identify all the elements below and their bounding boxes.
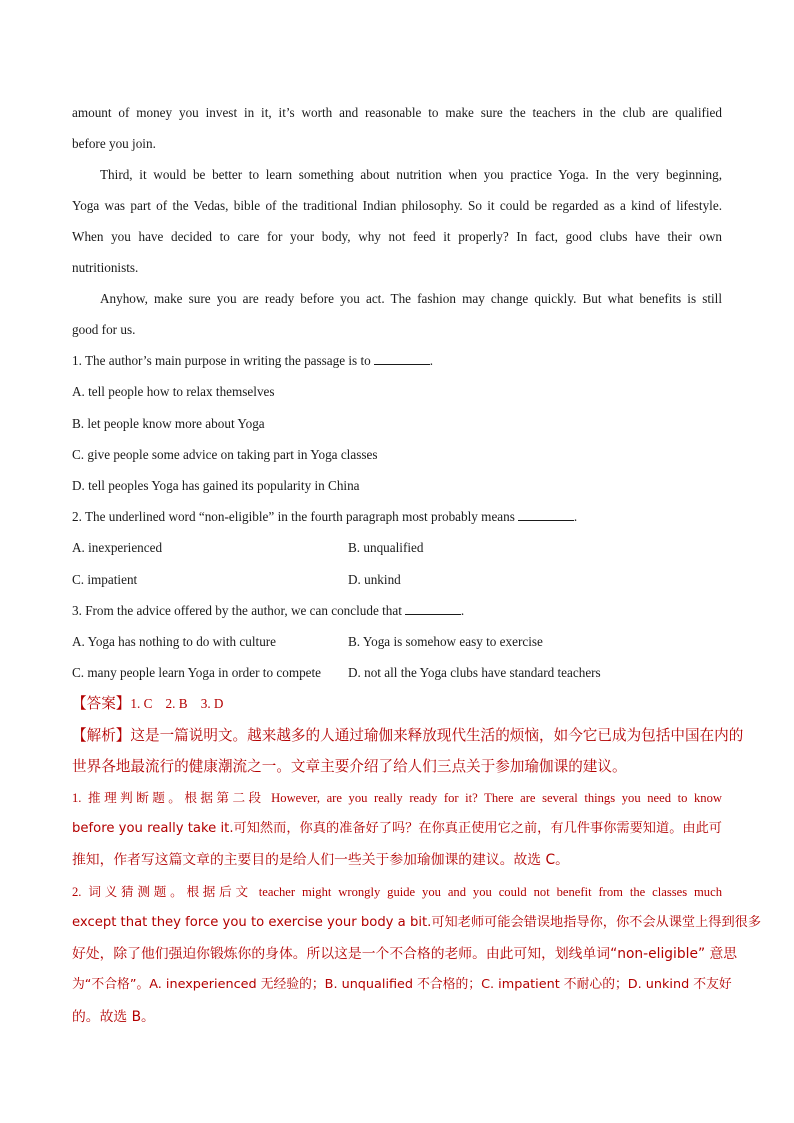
analysis-q2-line: except that they force you to exercise your body a bit.可知老师可能会错误地指导你，你不会从课堂上得到很多 (72, 915, 762, 930)
analysis-q2-line: 2. 词义猜测题。根据后文 teacher might wrongly guide you and you could not benefit from the classes much (72, 885, 722, 899)
question-2-option-c: C. impatient (72, 572, 138, 587)
answer-text: 1. C 2. B 3. D (130, 696, 224, 711)
question-1-option-b: B. let people know more about Yoga (72, 416, 265, 431)
passage-line: Anyhow, make sure you are ready before you act. The fashion may change quickly. But what benefits is still (100, 291, 722, 306)
analysis-q1-line: before you really take it.可知然而，你真的准备好了吗？在你真正使用它之前，有几件事你需要知道。由此可 (72, 821, 722, 836)
question-2-stem: 2. The underlined word “non-eligible” in the fourth paragraph most probably means . (72, 509, 578, 524)
answer-line (72, 695, 722, 713)
passage-line: Third, it would be better to learn something about nutrition when you practice Yoga. In the very beginning, (100, 167, 722, 182)
answer-blank (518, 509, 574, 521)
question-3-option-a: A. Yoga has nothing to do with culture (72, 634, 277, 649)
question-3-option-b: B. Yoga is somehow easy to exercise (348, 634, 543, 649)
passage-line: nutritionists. (72, 260, 139, 275)
analysis-q1-line: 推知，作者写这篇文章的主要目的是给人们一些关于参加瑜伽课的建议。故选 C。 (72, 852, 569, 868)
passage-line: amount of money you invest in it, it’s worth and reasonable to make sure the teachers in the club are qualified (72, 105, 722, 120)
answer-tag: 【答案】 (72, 695, 131, 712)
passage-line: Yoga was part of the Vedas, bible of the traditional Indian philosophy. So it could be regarded as a kind of lifestyle. (72, 198, 722, 213)
analysis-tag: 【解析】 (72, 727, 131, 744)
answer-blank (405, 603, 461, 615)
passage-line: When you have decided to care for your body, why not feed it properly? In fact, good clubs have their own (72, 229, 722, 244)
answer-blank (374, 353, 430, 365)
passage-line: good for us. (72, 322, 136, 337)
question-2-option-a: A. inexperienced (72, 540, 163, 555)
analysis-q2-line: 的。故选 B。 (72, 1009, 155, 1025)
question-3-option-c: C. many people learn Yoga in order to compete (72, 665, 322, 680)
question-1-stem: 1. The author’s main purpose in writing the passage is to . (72, 353, 434, 368)
question-3-option-d: D. not all the Yoga clubs have standard teachers (348, 665, 601, 680)
analysis-intro-line: 【解析】这是一篇说明文。越来越多的人通过瑜伽来释放现代生活的烦恼，如今它已成为包括中国在内的 (72, 727, 744, 744)
question-1-option-a: A. tell people how to relax themselves (72, 384, 275, 399)
analysis-q2-line: 好处，除了他们强迫你锻炼你的身体。所以这是一个不合格的老师。由此可知，划线单词“non-eligible” 意思 (72, 946, 738, 962)
question-2-option-d: D. unkind (348, 572, 401, 587)
question-2-option-b: B. unqualified (348, 540, 424, 555)
question-1-option-d: D. tell peoples Yoga has gained its popularity in China (72, 478, 360, 493)
analysis-q2-line: 为“不合格”。A. inexperienced 无经验的；B. unqualified 不合格的；C. impatient 不耐心的；D. unkind 不友好 (72, 977, 732, 992)
question-3-stem: 3. From the advice offered by the author, we can conclude that . (72, 603, 465, 618)
passage-line: before you join. (72, 136, 156, 151)
question-1-option-c: C. give people some advice on taking part in Yoga classes (72, 447, 378, 462)
analysis-intro-line: 世界各地最流行的健康潮流之一。文章主要介绍了给人们三点关于参加瑜伽课的建议。 (72, 758, 627, 775)
analysis-q1-line: 1. 推理判断题。根据第二段 However, are you really ready for it? There are several things you need to know (72, 791, 722, 805)
